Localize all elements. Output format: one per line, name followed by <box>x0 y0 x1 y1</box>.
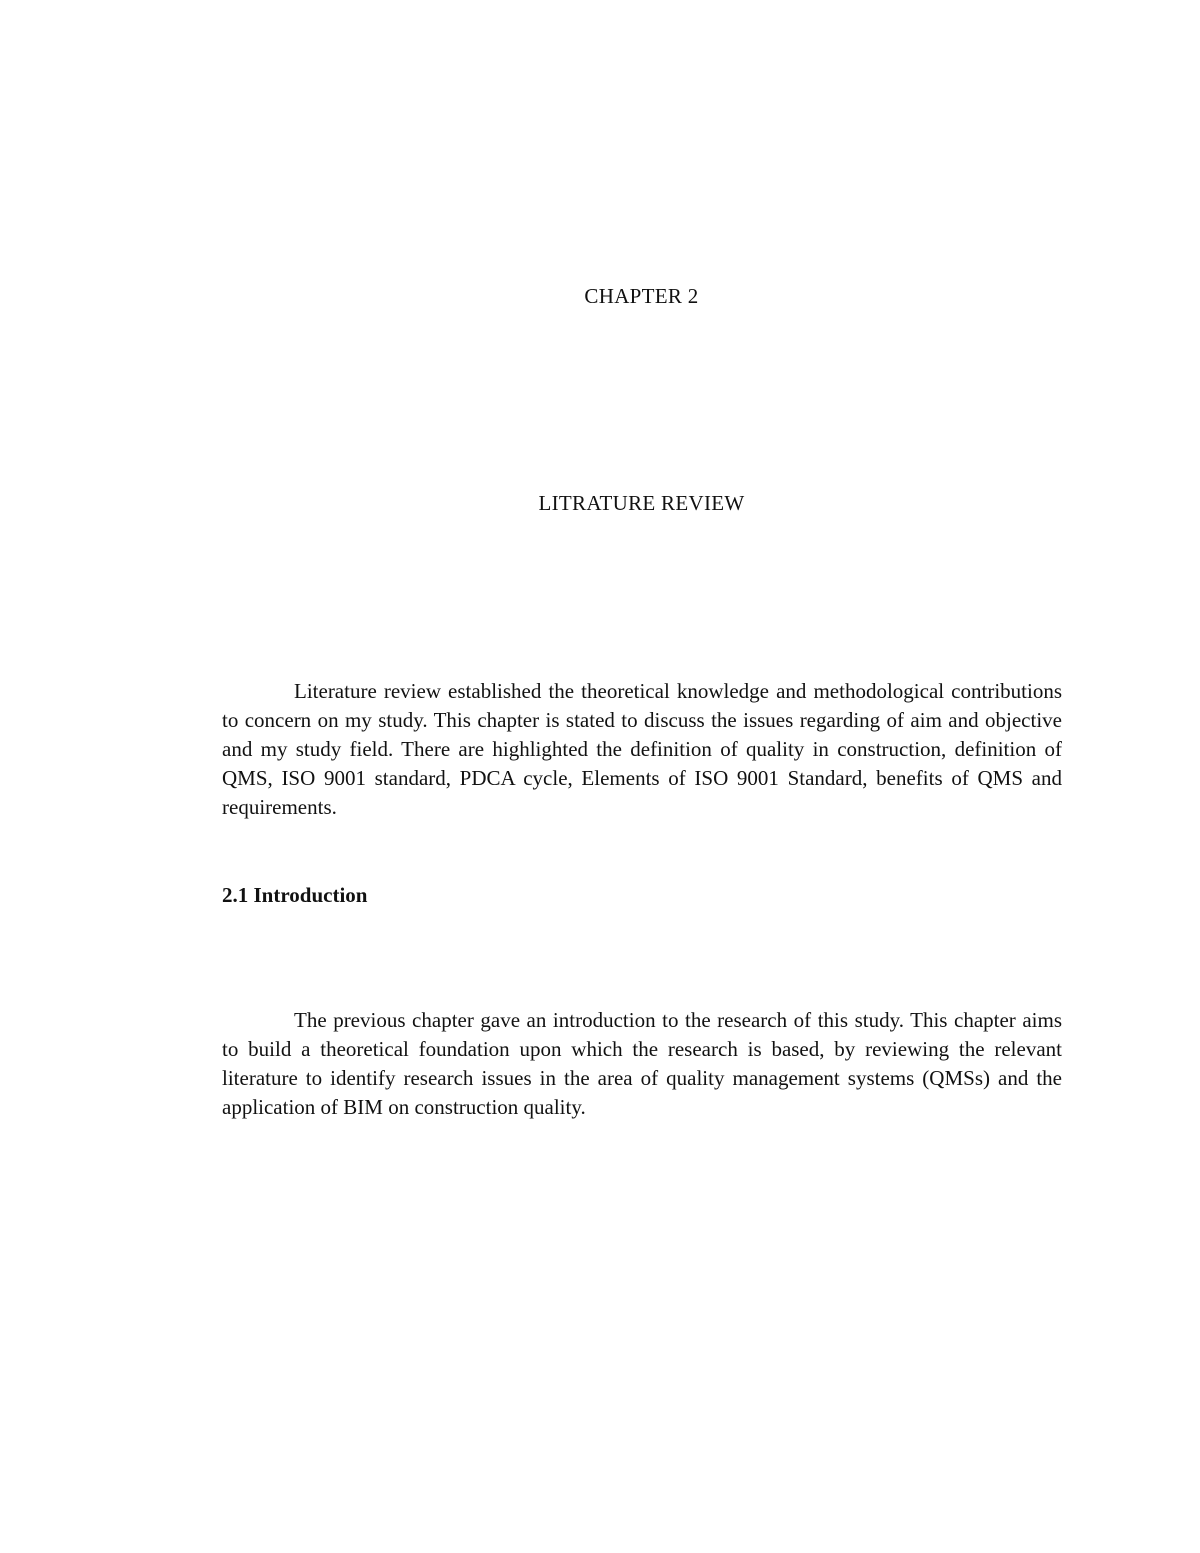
chapter-title: LITRATURE REVIEW <box>538 491 745 515</box>
chapter-label: CHAPTER 2 <box>584 284 699 308</box>
section-paragraph: The previous chapter gave an introduction to the research of this study. This chapter aims to build a theoretical foundation upon which the research is based, by reviewing the relevant literature to identify research issues in the area of quality management systems (QMSs) and the application of BIM on construction quality. <box>222 1008 1062 1119</box>
section-heading: 2.1 Introduction <box>222 883 368 907</box>
intro-paragraph: Literature review established the theoretical knowledge and methodological contributions to concern on my study. This chapter is stated to discuss the issues regarding of aim and objective and my study field. There are highlighted the definition of quality in construction, definition of QMS, ISO 9001 standard, PDCA cycle, Elements of ISO 9001 Standard, benefits of QMS and requirements. <box>222 679 1062 819</box>
